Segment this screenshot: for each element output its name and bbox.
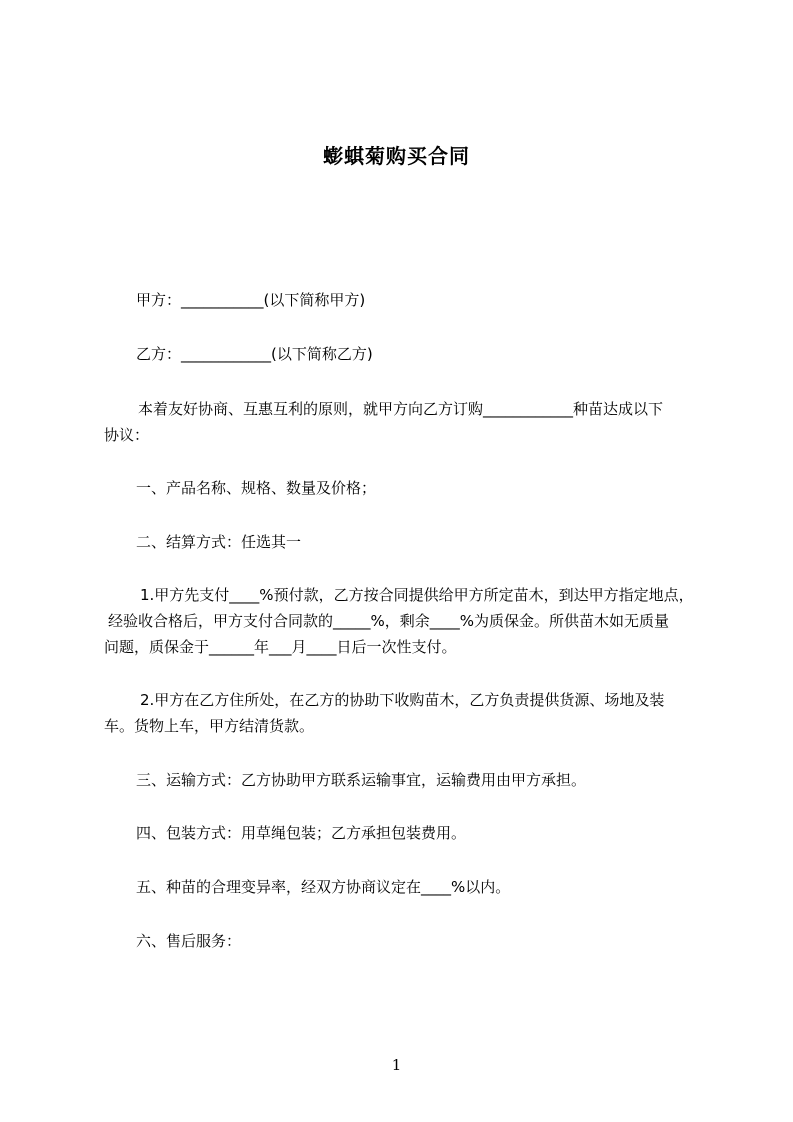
clause-4: 四、包装方式：用草绳包装；乙方承担包装费用。 [136, 824, 467, 842]
clause-1: 一、产品名称、规格、数量及价格； [136, 479, 377, 497]
party-b-line: 乙方：____________(以下简称乙方) [136, 345, 373, 363]
option-1-line-3: 问题，质保金于______年___月____日后一次性支付。 [104, 638, 457, 656]
clause-3: 三、运输方式：乙方协助甲方联系运输事宜，运输费用由甲方承担。 [136, 771, 587, 789]
party-a-line: 甲方：___________(以下简称甲方) [136, 291, 366, 309]
option-1-line-1: 1.甲方先支付____%预付款，乙方按合同提供给甲方所定苗木，到达甲方指定地点， [140, 586, 694, 604]
document-title: 蟛蜞菊购买合同 [323, 144, 470, 168]
clause-2: 二、结算方式：任选其一 [136, 533, 302, 551]
intro-line-2: 协议： [104, 426, 150, 444]
clause-5: 五、种苗的合理变异率，经双方协商议定在____%以内。 [136, 878, 511, 896]
clause-6: 六、售后服务： [136, 932, 242, 950]
option-2-line-2: 车。货物上车，甲方结清货款。 [104, 717, 315, 735]
page-number: 1 [391, 1056, 402, 1074]
option-2-line-1: 2.甲方在乙方住所处，在乙方的协助下收购苗木，乙方负责提供货源、场地及装 [140, 691, 665, 709]
option-1-line-2: 经验收合格后，甲方支付合同款的_____%，剩余____%为质保金。所供苗木如无质量 [108, 612, 670, 630]
intro-line-1: 本着友好协商、互惠互利的原则，就甲方向乙方订购____________种苗达成以下 [138, 400, 664, 418]
